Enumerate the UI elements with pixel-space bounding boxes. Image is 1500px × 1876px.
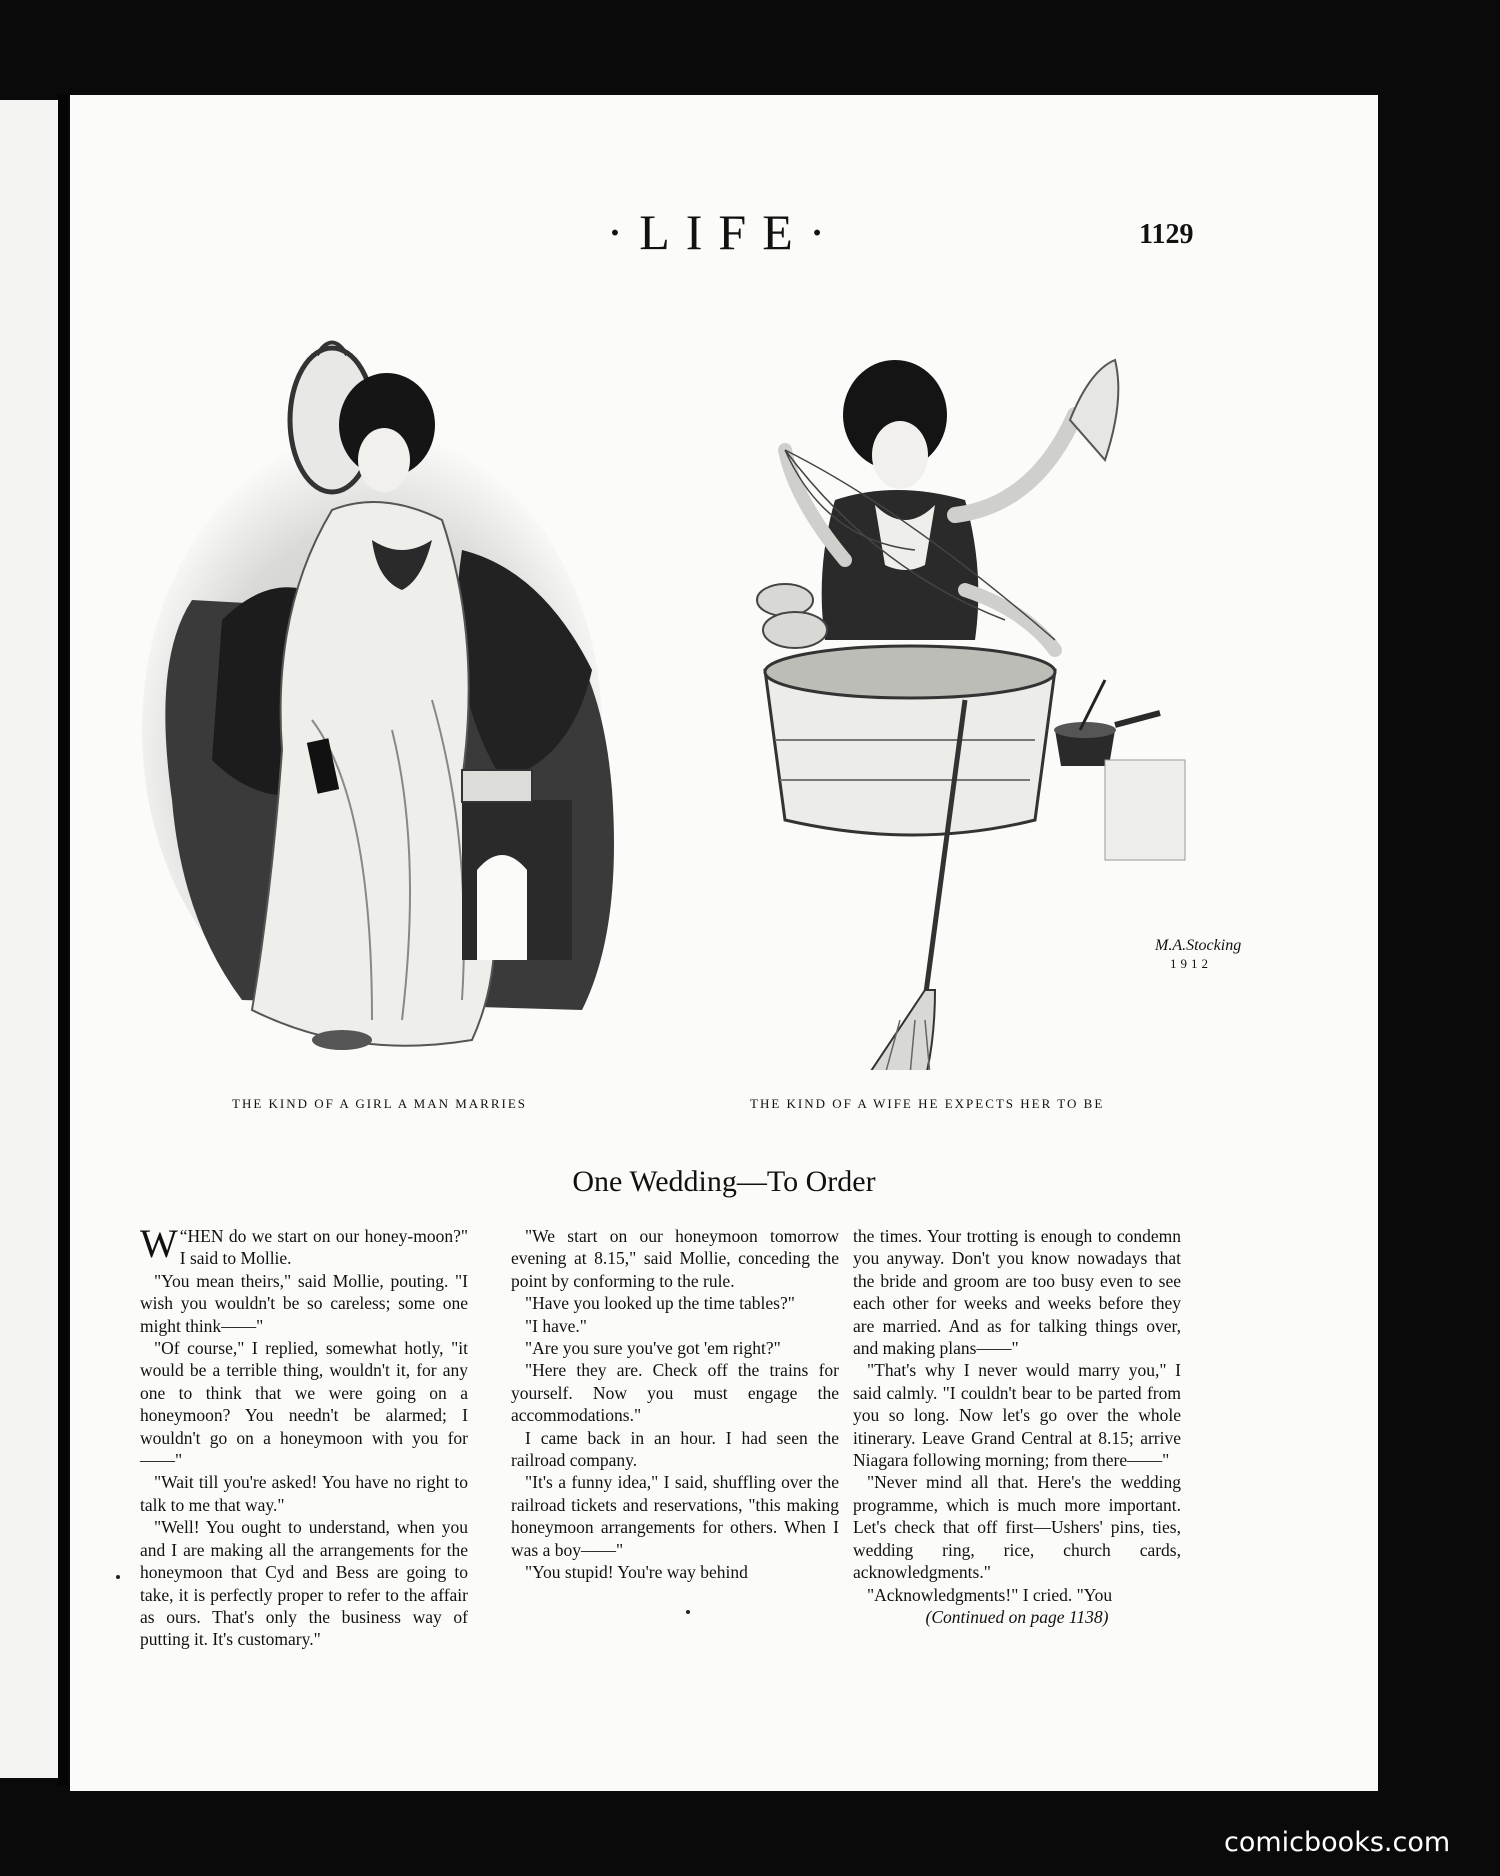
article-paragraph: "Of course," I replied, somewhat hotly, "it would be a terrible thing, wouldn't it, for any one to think that we were going on a honeymoon? You needn't be alarmed; I wouldn't go on a honeymoon with you for——" bbox=[140, 1338, 468, 1471]
article-paragraph: "You mean theirs," said Mollie, pouting. "I wish you wouldn't be so careless; some one might think——" bbox=[140, 1270, 468, 1336]
watermark: comicbooks.com bbox=[1224, 1827, 1451, 1858]
article-paragraph: “ W HEN do we start on our honey-moon?" I said to Mollie. bbox=[140, 1221, 468, 1269]
artist-signature: M.A.Stocking bbox=[1155, 937, 1242, 954]
article-paragraph: "Wait till you're asked! You have no right to talk to me that way." bbox=[140, 1472, 468, 1515]
article-title: One Wedding—To Order bbox=[572, 1165, 876, 1198]
illustration-wife-doing-chores bbox=[725, 300, 1285, 1070]
print-speck bbox=[116, 1575, 120, 1579]
article-paragraph: "Here they are. Check off the trains for yourself. Now you must engage the accommodations." bbox=[511, 1360, 839, 1426]
illustration-girl-on-sofa bbox=[132, 300, 632, 1070]
caption-left: THE KIND OF A GIRL A MAN MARRIES bbox=[232, 1096, 528, 1111]
article-paragraph: "I have." bbox=[525, 1315, 587, 1336]
article-paragraph: "Are you sure you've got 'em right?" bbox=[525, 1338, 781, 1359]
article-paragraph: I came back in an hour. I had seen the railroad company. bbox=[511, 1427, 839, 1471]
page-number: 1129 bbox=[1139, 219, 1194, 250]
magazine-page bbox=[70, 95, 1378, 1791]
drop-cap: W bbox=[140, 1221, 178, 1266]
article-paragraph: "It's a funny idea," I said, shuffling over the railroad tickets and reservations, "this making honeymoon arrangements for others. When I was a boy——" bbox=[511, 1472, 839, 1560]
first-paragraph-text: HEN do we start on our honey-moon?" I said to Mollie. bbox=[179, 1226, 468, 1269]
article-paragraph: "Never mind all that. Here's the wedding programme, which is much more important. Let's check that off first—Ushers' pins, ties, wedding ring, rice, church cards, acknowledgments." bbox=[853, 1472, 1181, 1583]
artist-signature-year: 1912 bbox=[1170, 956, 1212, 971]
article-paragraph: "You stupid! You're way behind bbox=[525, 1562, 748, 1583]
article-paragraph: "Acknowledgments!" I cried. "You bbox=[867, 1584, 1113, 1605]
print-speck bbox=[686, 1610, 690, 1614]
article-paragraph: "Well! You ought to understand, when you and I are making all the arrangements for the honeymoon that Cyd and Bess are going to take, it is perfectly proper to refer to the affair as ours. That's only the business way of putting it. It's customary." bbox=[140, 1517, 468, 1650]
article-paragraph: "Have you looked up the time tables?" bbox=[525, 1293, 795, 1314]
continued-on-notice: (Continued on page 1138) bbox=[925, 1606, 1109, 1627]
masthead: ·LIFE· bbox=[606, 204, 842, 260]
article-paragraph: "That's why I never would marry you," I said calmly. "I couldn't bear to be parted from you so long. Now let's go over the whole itinerary. Leave Grand Central at 8.15; arrive Niagara following morning; from there——" bbox=[853, 1360, 1181, 1471]
article-column-1 bbox=[140, 1221, 468, 1651]
article-column-2 bbox=[511, 1225, 839, 1584]
caption-right: THE KIND OF A WIFE HE EXPECTS HER TO BE bbox=[750, 1096, 1105, 1111]
article-paragraph: "We start on our honeymoon tomorrow evening at 8.15," said Mollie, conceding the point by conforming to the rule. bbox=[511, 1226, 839, 1291]
article-column-3 bbox=[853, 1225, 1181, 1628]
article-paragraph: the times. Your trotting is enough to condemn you anyway. Don't you know nowadays that the bride and groom are too busy even to see each other for weeks and weeks before they are married. And as for talking things over, and making plans——" bbox=[853, 1226, 1181, 1359]
book-spine bbox=[58, 95, 68, 1785]
left-page-edge bbox=[0, 100, 58, 1778]
